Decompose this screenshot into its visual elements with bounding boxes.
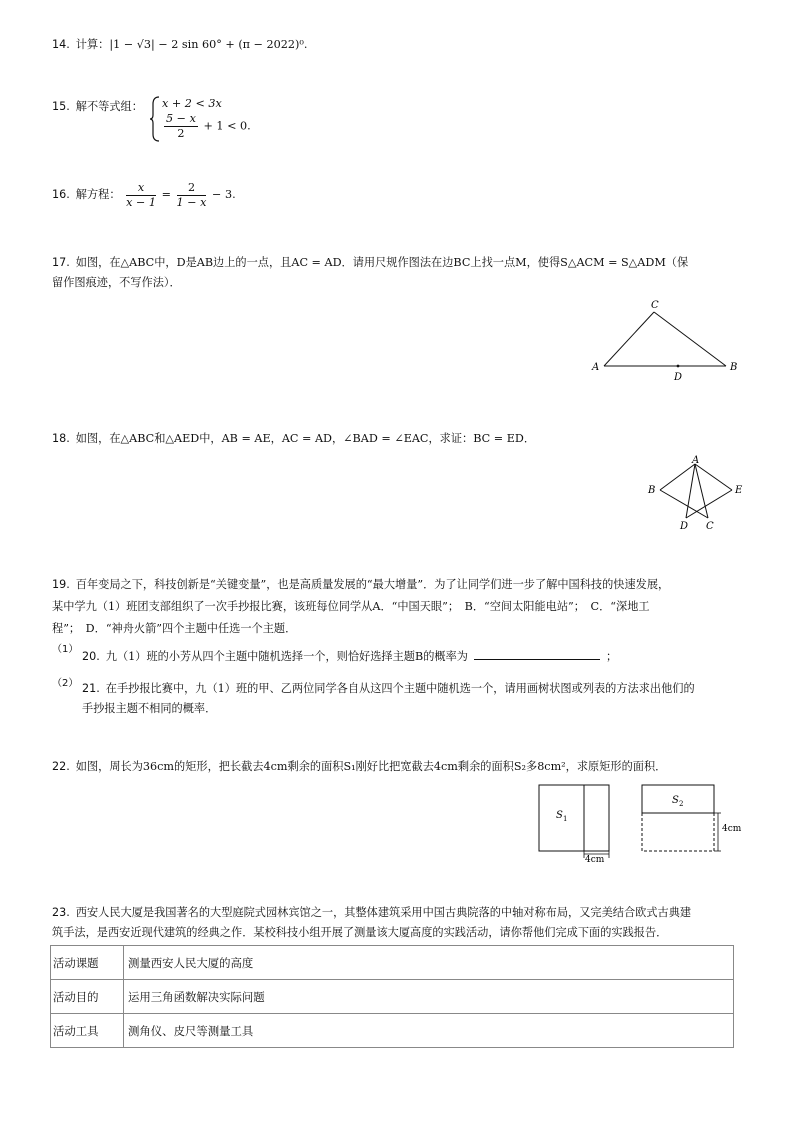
equals-sign: = — [161, 188, 171, 201]
table-row — [51, 946, 734, 980]
fraction-numerator: 5 − x — [166, 112, 196, 125]
question-text-line-3: 程”； D．“神舟火箭”四个主题中任选一个主题． — [52, 622, 297, 635]
question-text: 九（1）班的小芳从四个主题中随机选择一个，则恰好选择主题B的概率为 — [105, 650, 468, 663]
inequality-2-tail: + 1 < 0 — [203, 119, 248, 133]
question-number: 23. — [52, 906, 70, 919]
question-label: 解方程： — [75, 188, 121, 201]
question-text-line-1: 在手抄报比赛中，九（1）班的甲、乙两位同学各自从这四个主题中随机选一个，请用画树状图或列表的方法求出他们的 — [105, 682, 695, 695]
question-21-line-2 — [82, 698, 216, 720]
fraction-denominator: 2 — [177, 127, 185, 140]
rectangle-figures — [532, 778, 762, 864]
question-15 — [52, 96, 143, 118]
point-label-e: E — [735, 485, 743, 496]
dimension-label-bottom: 4cm — [585, 855, 605, 864]
question-number: 16. — [52, 188, 70, 201]
question-number: 21. — [82, 682, 100, 695]
point-label-a: A — [592, 362, 600, 373]
point-label-a: A — [692, 455, 700, 466]
question-23 — [52, 902, 691, 924]
point-label-b: B — [648, 485, 656, 496]
triangle-abc-figure — [590, 296, 740, 386]
question-21 — [82, 678, 695, 700]
table-row — [51, 980, 734, 1014]
area-label-s2-sub: 2 — [679, 800, 684, 808]
inequality-line-1 — [162, 96, 222, 112]
question-19 — [52, 574, 669, 596]
area-label-s2: S — [672, 795, 679, 806]
triangles-abc-aed-figure — [644, 454, 748, 534]
sub-question-marker-1: （1） — [52, 644, 79, 655]
question-label: 解不等式组： — [75, 100, 143, 113]
question-text-line-1: 如图，在△ABC中，D是AB边上的一点，且AC = AD．请用尺规作图法在边BC上找一点M，使得S△ACM = S△ADM（保 — [75, 256, 689, 269]
area-label-s1: S — [556, 810, 563, 821]
fraction-2-denominator: 1 − x — [176, 195, 207, 209]
question-18 — [52, 428, 535, 450]
point-label-c: C — [706, 521, 714, 532]
question-17 — [52, 252, 688, 274]
question-text: 如图，在△ABC和△AED中，AB = AE，AC = AD，∠BAD = ∠EAC，求证：BC = ED． — [75, 432, 536, 445]
question-20 — [82, 646, 617, 668]
question-19-line-2 — [52, 596, 650, 618]
question-22 — [52, 756, 666, 778]
question-text-line-2: 筑手法，是西安近现代建筑的经典之作．某校科技小组开展了测量该大厦高度的实践活动，请你帮他们完成下面的实践报告． — [52, 926, 668, 939]
question-number: 19. — [52, 578, 70, 591]
question-number: 14. — [52, 38, 70, 51]
question-number: 22. — [52, 760, 70, 773]
area-label-s1-sub: 1 — [563, 815, 568, 823]
row-header: 活动目的 — [51, 980, 124, 1014]
fraction-1-numerator: x — [126, 181, 156, 196]
point-label-c: C — [651, 300, 659, 311]
fraction-2-numerator: 2 — [177, 181, 207, 196]
question-number: 20. — [82, 650, 100, 663]
question-text-line-2: 某中学九（1）班团支部组织了一次手抄报比赛，该班每位同学从A．“中国天眼”； B．“空间太阳能电站”； C．“深地工 — [52, 600, 650, 613]
table-row — [51, 1014, 734, 1048]
question-text-line-2: 留作图痕迹，不写作法）． — [52, 276, 181, 289]
question-number: 15. — [52, 100, 70, 113]
question-16 — [52, 180, 236, 210]
dimension-label-right: 4cm — [722, 824, 742, 834]
inequality-line-2 — [162, 112, 251, 141]
question-17-line-2 — [52, 272, 181, 294]
question-19-line-3 — [52, 618, 296, 640]
answer-blank[interactable] — [474, 647, 600, 660]
inequality-brace — [150, 96, 160, 142]
point-label-d: D — [674, 372, 683, 383]
inequality-1: x + 2 < 3x — [162, 97, 222, 110]
equation-tail: − 3. — [212, 188, 236, 201]
question-text-line-1: 西安人民大厦是我国著名的大型庭院式园林宾馆之一，其整体建筑采用中国古典院落的中轴对称布局，又完美结合欧式古典建 — [75, 906, 692, 919]
end-mark: . — [247, 119, 251, 133]
row-value: 运用三角函数解决实际问题 — [124, 980, 734, 1014]
practice-report-table — [50, 945, 734, 1048]
row-header: 活动工具 — [51, 1014, 124, 1048]
row-value: 测角仪、皮尺等测量工具 — [124, 1014, 734, 1048]
point-label-b: B — [730, 362, 738, 373]
sub-question-marker-2: （2） — [52, 678, 79, 689]
row-value: 测量西安人民大厦的高度 — [124, 946, 734, 980]
question-23-line-2 — [52, 922, 667, 944]
row-header: 活动课题 — [51, 946, 124, 980]
question-number: 17. — [52, 256, 70, 269]
fraction-1-denominator: x − 1 — [126, 195, 157, 209]
math-expression: |1 − √3| − 2 sin 60° + (π − 2022)⁰. — [109, 38, 308, 51]
question-text: 如图，周长为36cm的矩形，把长截去4cm剩余的面积S₁刚好比把宽截去4cm剩余的面积S₂多8cm²，求原矩形的面积． — [75, 760, 667, 773]
question-text-line-2: 手抄报主题不相同的概率． — [82, 702, 217, 715]
end-mark: ； — [605, 650, 618, 663]
question-label: 计算： — [75, 38, 110, 51]
point-label-d: D — [680, 521, 689, 532]
question-text-line-1: 百年变局之下，科技创新是“关键变量”，也是高质量发展的“最大增量”．为了让同学们进一步了解中国科技的快速发展， — [75, 578, 670, 591]
question-14 — [52, 34, 307, 56]
question-number: 18. — [52, 432, 70, 445]
